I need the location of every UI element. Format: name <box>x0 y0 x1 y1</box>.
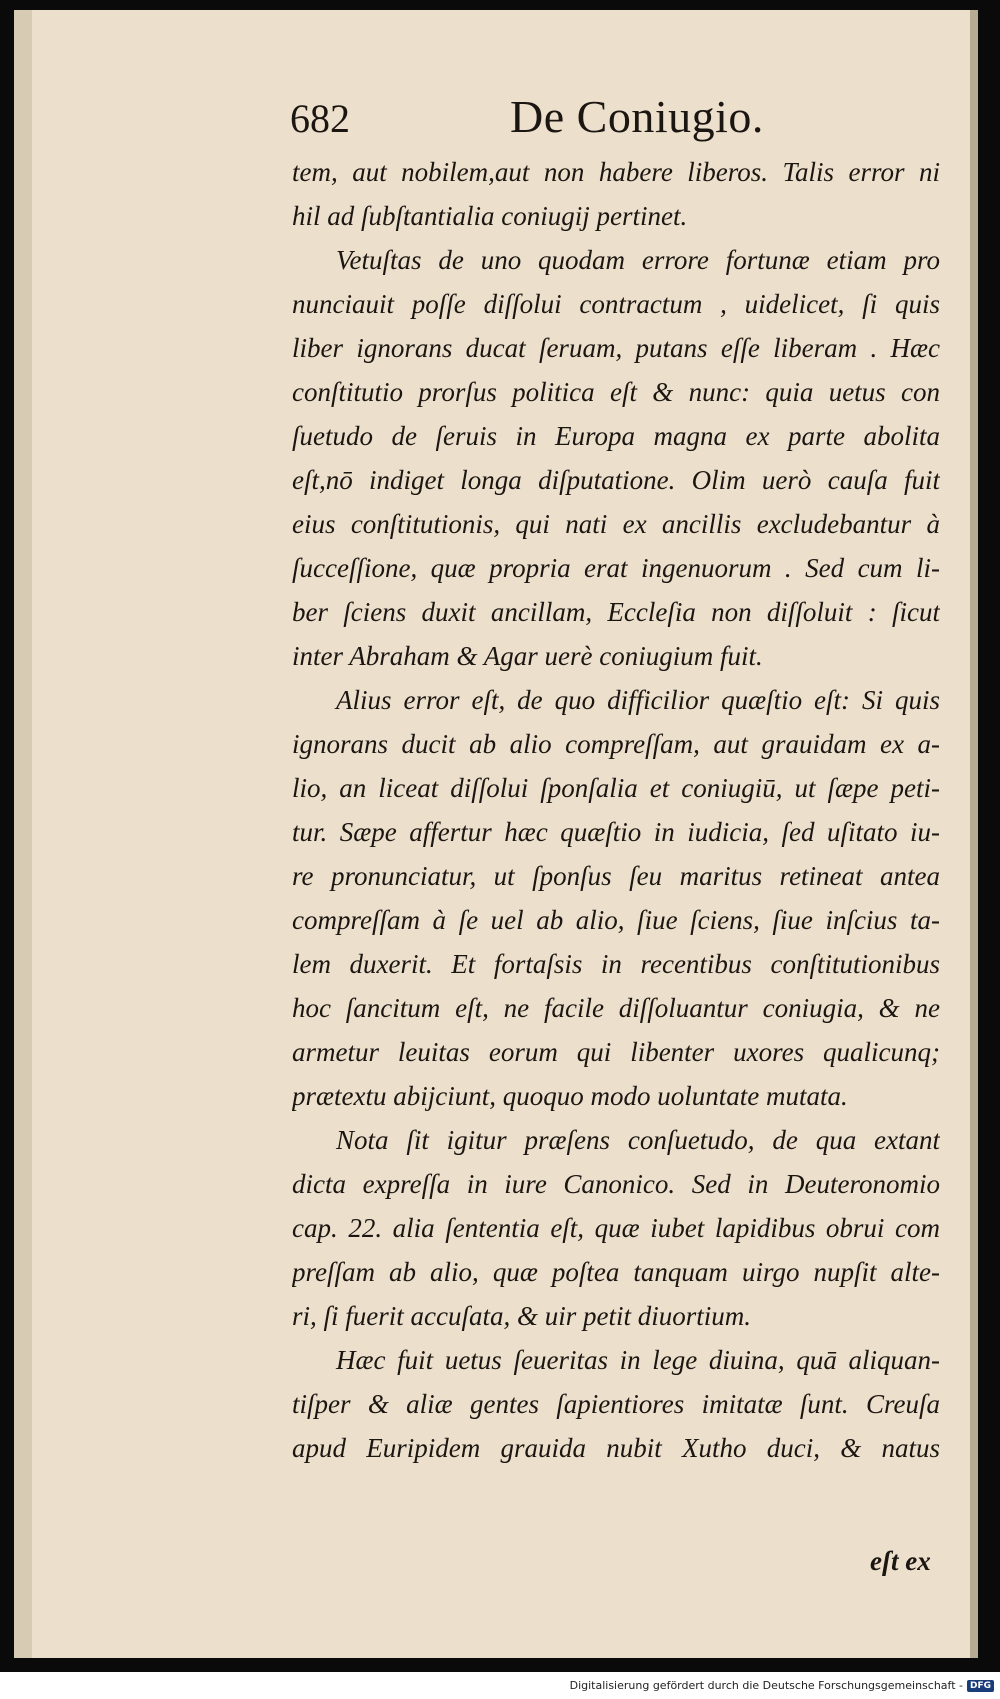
text-line: eſt,nō indiget longa diſputatione. Olim uerò cauſa fuit <box>292 465 940 495</box>
footer-credit: Digitalisierung gefördert durch die Deutsche Forschungsgemeinschaft - <box>569 1679 963 1692</box>
text-line: armetur leuitas eorum qui libenter uxores qualicunq; <box>292 1037 940 1067</box>
text-line: compreſſam à ſe uel ab alio, ſiue ſciens, ſiue inſcius ta- <box>292 905 940 935</box>
text-line: Alius error eſt, de quo difficilior quæſtio eſt: Si quis <box>336 685 940 715</box>
text-line: hil ad ſubſtantialia coniugij pertinet. <box>292 201 688 231</box>
text-line: tiſper & aliæ gentes ſapientiores imitatæ ſunt. Creuſa <box>292 1389 940 1419</box>
text-line: Nota ſit igitur præſens conſuetudo, de qua extant <box>336 1125 940 1155</box>
text-line: lio, an liceat diſſolui ſponſalia et coniugiū, ut ſæpe peti- <box>292 773 940 803</box>
text-line: tem, aut nobilem,aut non habere liberos. Talis error ni <box>292 157 940 187</box>
text-line: re pronunciatur, ut ſponſus ſeu maritus retineat antea <box>292 861 940 891</box>
body-text <box>292 150 940 1470</box>
text-line: preſſam ab alio, quæ poſtea tanquam uirgo nupſit alte- <box>292 1257 940 1287</box>
text-line: ſuetudo de ſeruis in Europa magna ex parte abolita <box>292 421 940 451</box>
text-line: Hæc fuit uetus ſeueritas in lege diuina, quā aliquan- <box>336 1345 940 1375</box>
text-line: conſtitutio prorſus politica eſt & nunc: quia uetus con <box>292 377 940 407</box>
dfg-logo-icon: DFG <box>967 1680 994 1692</box>
page-number: 682 <box>290 96 350 141</box>
text-line: ri, ſi fuerit accuſata, & uir petit diuortium. <box>292 1301 751 1331</box>
text-line: nunciauit poſſe diſſolui contractum , uidelicet, ſi quis <box>292 289 940 319</box>
text-line: hoc ſancitum eſt, ne facile diſſoluantur coniugia, & ne <box>292 993 940 1023</box>
footer-bar <box>0 1672 1000 1699</box>
text-line: eius conſtitutionis, qui nati ex ancillis excludebantur à <box>292 509 940 539</box>
text-line: dicta expreſſa in iure Canonico. Sed in Deuteronomio <box>292 1169 940 1199</box>
text-line: apud Euripidem grauida nubit Xutho duci, & natus <box>292 1433 940 1463</box>
catchword: eſt ex <box>870 1546 931 1576</box>
text-line: liber ignorans ducat ſeruam, putans eſſe liberam . Hæc <box>292 333 940 363</box>
text-line: tur. Sæpe affertur hæc quæſtio in iudicia, ſed uſitato iu- <box>292 817 940 847</box>
running-title: De Coniugio. <box>510 91 764 142</box>
text-line: inter Abraham & Agar uerè coniugium fuit. <box>292 641 763 671</box>
text-line: ber ſciens duxit ancillam, Eccleſia non diſſoluit : ſicut <box>292 597 940 627</box>
text-line: ignorans ducit ab alio compreſſam, aut grauidam ex a- <box>292 729 940 759</box>
text-line: lem duxerit. Et fortaſsis in recentibus conſtitutionibus <box>292 949 940 979</box>
page-header <box>290 90 890 150</box>
text-line: ſucceſſione, quæ propria erat ingenuorum . Sed cum li- <box>292 553 940 583</box>
text-line: Vetuſtas de uno quodam errore fortunæ etiam pro <box>336 245 940 275</box>
page-edge <box>970 10 978 1658</box>
text-line: cap. 22. alia ſententia eſt, quæ iubet lapidibus obrui com <box>292 1213 940 1243</box>
text-line: prætextu abijciunt, quoquo modo uoluntate mutata. <box>292 1081 848 1111</box>
